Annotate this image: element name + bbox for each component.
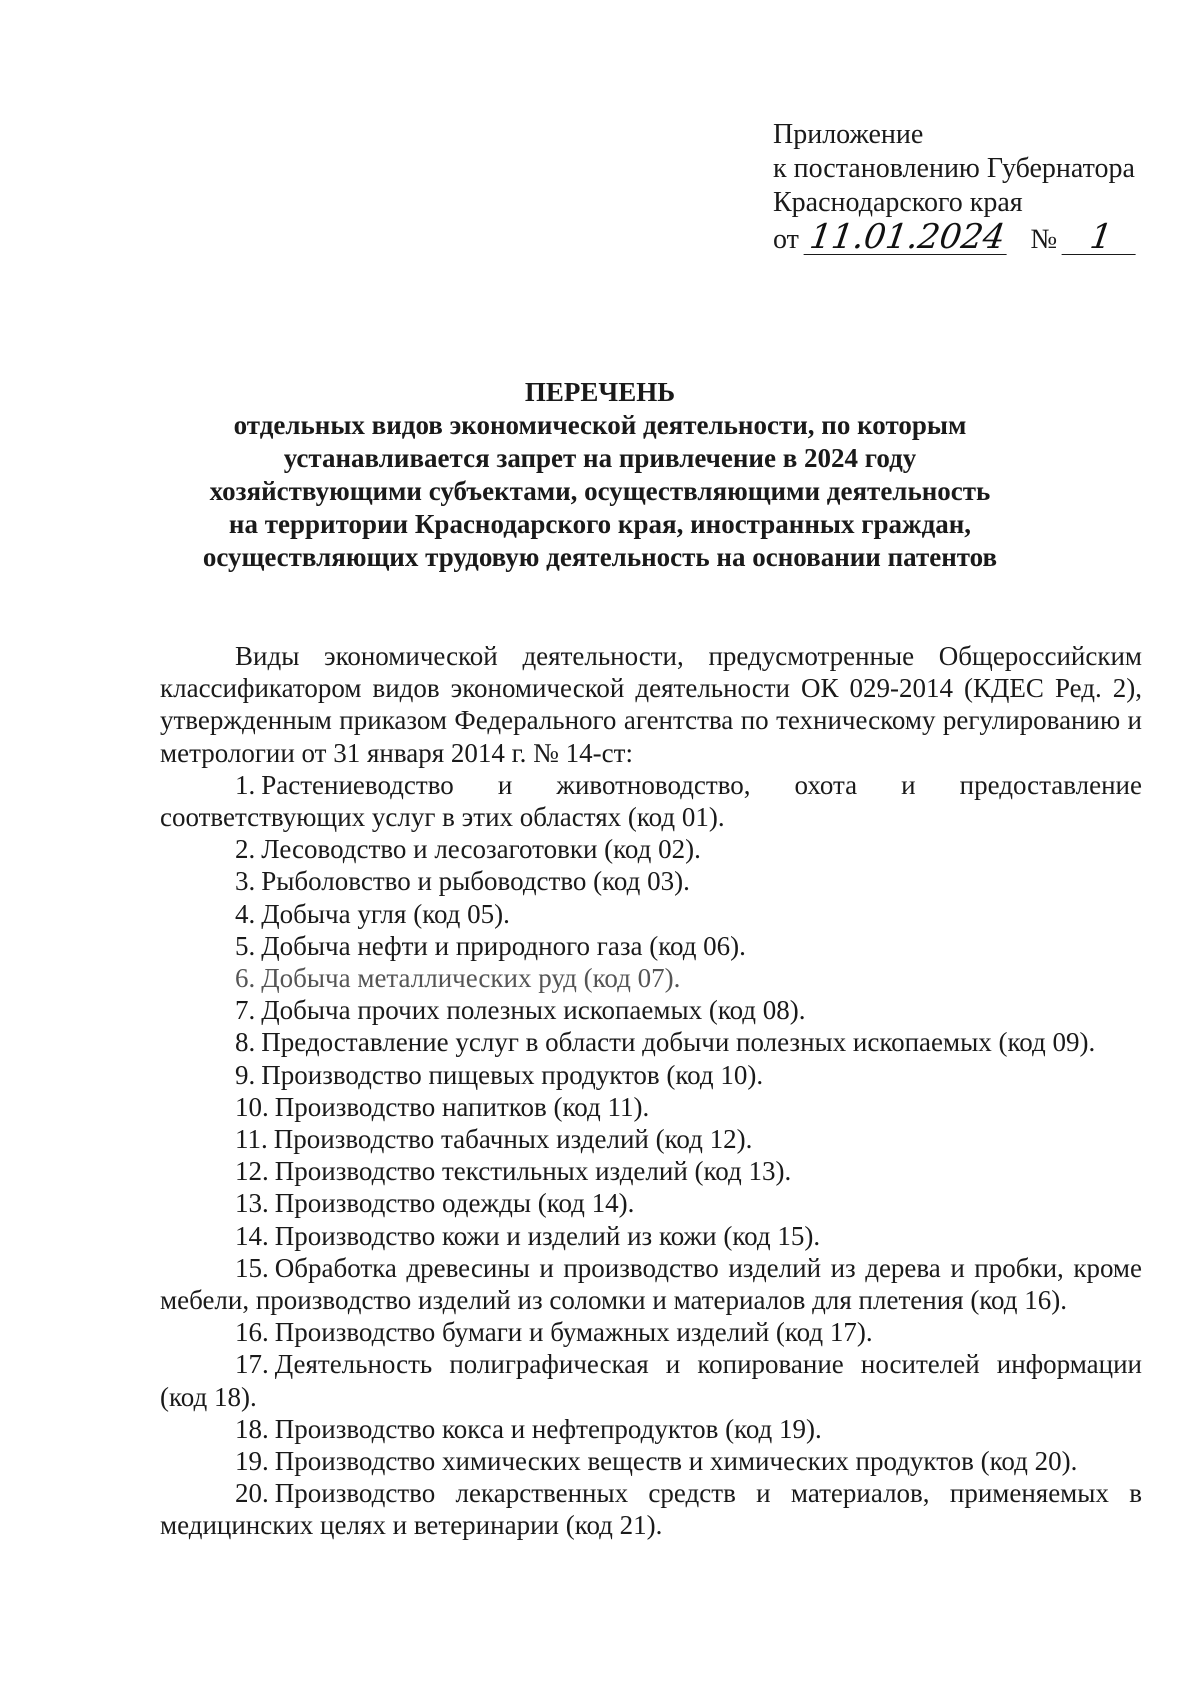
appendix-date-number-line bbox=[773, 217, 1173, 257]
item-number: 2. bbox=[235, 834, 256, 865]
item-text: Производство бумаги и бумажных изделий (код 17). bbox=[274, 1317, 873, 1348]
item-text: Предоставление услуг в области добычи полезных ископаемых (код 09). bbox=[261, 1027, 1096, 1058]
list-item bbox=[160, 833, 1142, 865]
item-number: 20. bbox=[235, 1478, 269, 1509]
list-item bbox=[160, 1155, 1142, 1187]
item-text: Добыча прочих полезных ископаемых (код 08). bbox=[261, 995, 806, 1026]
list-item bbox=[160, 1477, 1142, 1541]
list-item bbox=[160, 1348, 1142, 1412]
item-number: 17. bbox=[235, 1349, 269, 1380]
list-item bbox=[160, 1220, 1142, 1252]
item-number: 7. bbox=[235, 995, 256, 1026]
title-heading: ПЕРЕЧЕНЬ bbox=[524, 377, 676, 407]
document-body bbox=[160, 640, 1142, 1542]
item-text: Добыча нефти и природного газа (код 06). bbox=[261, 930, 746, 961]
list-item bbox=[160, 962, 1142, 994]
appendix-header bbox=[773, 118, 1173, 257]
number-label: № bbox=[1030, 224, 1058, 255]
item-number: 13. bbox=[235, 1188, 269, 1219]
intro-paragraph: Виды экономической деятельности, предусмотренные Общероссийским классификатором видов экономической деятельности ОК 029-2014 (КДЕС Ред. 2), утвержденным приказом Федерального агентства по техническому регулированию и метрологии от 31 января 2014 г. № 14-ст: bbox=[160, 641, 1142, 768]
list-item bbox=[160, 769, 1142, 833]
item-text: Деятельность полиграфическая и копирование носителей информации (код 18). bbox=[160, 1349, 1142, 1412]
list-item bbox=[160, 1091, 1142, 1123]
list-item bbox=[160, 930, 1142, 962]
item-number: 16. bbox=[235, 1317, 269, 1348]
list-item bbox=[160, 1059, 1142, 1091]
title-line: хозяйствующими субъектами, осуществляющими деятельность bbox=[209, 476, 991, 506]
handwritten-date: 11.01.2024 bbox=[803, 220, 1011, 255]
from-label: от bbox=[773, 224, 799, 255]
list-item bbox=[160, 865, 1142, 897]
title-line: осуществляющих трудовую деятельность на основании патентов bbox=[202, 542, 998, 572]
item-text: Производство кожи и изделий из кожи (код 15). bbox=[274, 1220, 821, 1251]
list-item bbox=[160, 1187, 1142, 1219]
item-number: 19. bbox=[235, 1446, 269, 1477]
item-text: Производство пищевых продуктов (код 10). bbox=[261, 1059, 764, 1090]
list-item bbox=[160, 1026, 1142, 1058]
item-text: Растениеводство и животноводство, охота и предоставление соответствующих услуг в этих областях (код 01). bbox=[160, 769, 1142, 833]
title-line: устанавливается запрет на привлечение в 2024 году bbox=[283, 443, 917, 473]
item-number: 3. bbox=[235, 866, 256, 897]
item-text: Добыча металлических руд (код 07). bbox=[261, 963, 681, 994]
item-text: Производство химических веществ и химических продуктов (код 20). bbox=[274, 1446, 1078, 1477]
appendix-decree-ref: к постановлению Губернатора bbox=[773, 153, 1135, 184]
title-line: на территории Краснодарского края, иностранных граждан, bbox=[228, 509, 972, 539]
item-number: 6. bbox=[235, 963, 256, 994]
item-number: 8. bbox=[235, 1027, 256, 1058]
title-line: отдельных видов экономической деятельности, по которым bbox=[233, 410, 967, 440]
list-item bbox=[160, 898, 1142, 930]
item-text: Лесоводство и лесозаготовки (код 02). bbox=[261, 834, 701, 865]
item-number: 5. bbox=[235, 930, 256, 961]
item-number: 9. bbox=[235, 1059, 256, 1090]
item-text: Производство напитков (код 11). bbox=[274, 1091, 650, 1122]
item-number: 1. bbox=[235, 769, 256, 800]
list-item bbox=[160, 1316, 1142, 1348]
item-text: Добыча угля (код 05). bbox=[261, 898, 510, 929]
item-number: 14. bbox=[235, 1220, 269, 1251]
item-text: Рыболовство и рыбоводство (код 03). bbox=[261, 866, 690, 897]
document-title bbox=[150, 376, 1050, 574]
item-text: Производство кокса и нефтепродуктов (код 19). bbox=[274, 1413, 822, 1444]
item-text: Производство одежды (код 14). bbox=[274, 1188, 635, 1219]
item-number: 12. bbox=[235, 1156, 269, 1187]
appendix-region: Краснодарского края bbox=[773, 187, 1023, 218]
list-item bbox=[160, 1123, 1142, 1155]
list-item bbox=[160, 1445, 1142, 1477]
list-item bbox=[160, 1413, 1142, 1445]
item-number: 10. bbox=[235, 1091, 269, 1122]
item-number: 11. bbox=[235, 1124, 268, 1155]
list-item bbox=[160, 994, 1142, 1026]
item-text: Производство лекарственных средств и материалов, применяемых в медицинских целях и ветеринарии (код 21). bbox=[160, 1478, 1142, 1541]
item-text: Производство текстильных изделий (код 13). bbox=[274, 1156, 792, 1187]
appendix-label: Приложение bbox=[773, 119, 924, 150]
item-text: Обработка древесины и производство изделий из дерева и пробки, кроме мебели, производство изделий из соломки и материалов для плетения (код 16). bbox=[160, 1252, 1142, 1316]
item-number: 4. bbox=[235, 898, 256, 929]
item-text: Производство табачных изделий (код 12). bbox=[273, 1124, 753, 1155]
item-number: 18. bbox=[235, 1413, 269, 1444]
item-number: 15. bbox=[235, 1252, 269, 1283]
handwritten-number: 1 bbox=[1062, 220, 1141, 255]
list-item bbox=[160, 1252, 1142, 1316]
